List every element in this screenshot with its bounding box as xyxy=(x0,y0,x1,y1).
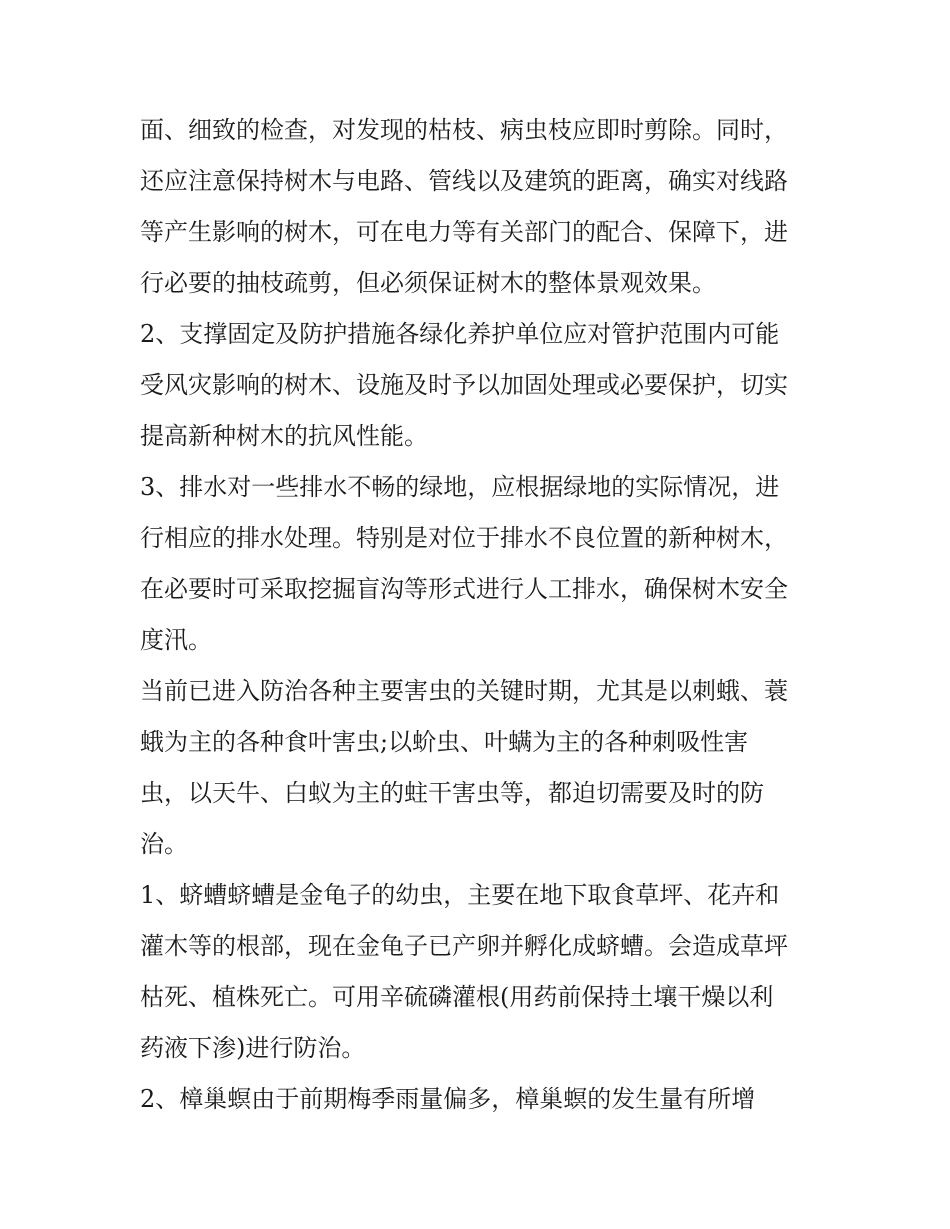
text-line: 2、樟巢螟由于前期梅季雨量偏多，樟巢螟的发生量有所增 xyxy=(140,1085,756,1113)
text-line: 虫，以天牛、白蚁为主的蛀干害虫等，都迫切需要及时的防 xyxy=(140,779,764,807)
text-line: 灌木等的根部，现在金龟子已产卵并孵化成蛴螬。会造成草坪 xyxy=(140,932,788,960)
text-line: 行相应的排水处理。特别是对位于排水不良位置的新种树木， xyxy=(140,524,788,552)
text-line: 3、排水对一些排水不畅的绿地，应根据绿地的实际情况，进 xyxy=(140,473,780,501)
text-line: 度汛。 xyxy=(140,626,212,654)
text-line: 行必要的抽枝疏剪，但必须保证树木的整体景观效果。 xyxy=(140,269,716,297)
text-line: 枯死、植株死亡。可用辛硫磷灌根(用药前保持土壤干燥以利 xyxy=(140,983,774,1011)
text-line: 提高新种树木的抗风性能。 xyxy=(140,422,428,450)
text-line: 1、蛴螬蛴螬是金龟子的幼虫，主要在地下取食草坪、花卉和 xyxy=(140,881,780,909)
text-line: 蛾为主的各种食叶害虫;以蚧虫、叶螨为主的各种刺吸性害 xyxy=(140,728,749,756)
text-line: 治。 xyxy=(140,830,188,858)
text-line: 药液下渗)进行防治。 xyxy=(140,1034,366,1062)
text-line: 受风灾影响的树木、设施及时予以加固处理或必要保护，切实 xyxy=(140,371,788,399)
text-line: 当前已进入防治各种主要害虫的关键时期，尤其是以刺蛾、蓑 xyxy=(140,677,788,705)
text-line: 等产生影响的树木，可在电力等有关部门的配合、保障下，进 xyxy=(140,218,788,246)
text-line: 面、细致的检查，对发现的枯枝、病虫枝应即时剪除。同时， xyxy=(140,116,788,144)
text-line: 还应注意保持树木与电路、管线以及建筑的距离，确实对线路 xyxy=(140,167,788,195)
text-line: 2、支撑固定及防护措施各绿化养护单位应对管护范围内可能 xyxy=(140,320,780,348)
text-line: 在必要时可采取挖掘盲沟等形式进行人工排水，确保树木安全 xyxy=(140,575,788,603)
